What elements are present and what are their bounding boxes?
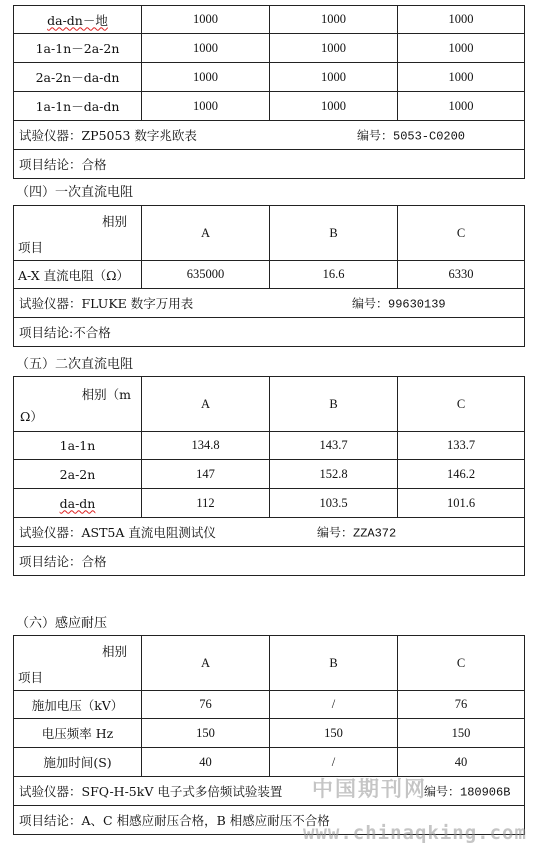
value-a: 1000: [142, 92, 270, 121]
insulation-resistance-table: [13, 5, 525, 179]
diagonal-header-cell: [14, 377, 142, 432]
value-b: 16.6: [270, 261, 398, 289]
row-label: da-dn－地: [14, 6, 142, 34]
table-row: [14, 691, 525, 719]
row-label: da-dn: [14, 489, 142, 518]
instrument-cell: [14, 289, 525, 318]
value-a: 134.8: [142, 432, 270, 460]
value-a: 635000: [142, 261, 270, 289]
table-row: [14, 748, 525, 777]
value-a: 40: [142, 748, 270, 777]
value-c: 1000: [398, 34, 525, 63]
phase-header: 相别: [101, 644, 127, 659]
row-label: 1a-1n: [14, 432, 142, 460]
column-header-a: A: [142, 206, 270, 261]
value-c: 1000: [398, 63, 525, 92]
column-header-b: B: [270, 377, 398, 432]
column-header-c: C: [398, 206, 525, 261]
value-c: 6330: [398, 261, 525, 289]
value-c: 146.2: [398, 460, 525, 489]
value-b: 150: [270, 719, 398, 748]
table-row: [14, 63, 525, 92]
item-header: 项目: [18, 240, 44, 255]
value-a: 76: [142, 691, 270, 719]
value-c: 150: [398, 719, 525, 748]
row-label: 2a-2n: [14, 460, 142, 489]
instrument-row: [14, 121, 525, 150]
row-label: 电压频率 Hz: [14, 719, 142, 748]
value-c: 1000: [398, 6, 525, 34]
column-header-c: C: [398, 636, 525, 691]
value-c: 76: [398, 691, 525, 719]
instrument-cell: [14, 777, 525, 806]
conclusion-text: 项目结论：合格: [14, 150, 525, 179]
conclusion-row: [14, 547, 525, 576]
value-b: 1000: [270, 34, 398, 63]
instrument-text: 试验仪器：AST5A 直流电阻测试仪: [19, 525, 216, 540]
value-b: 103.5: [270, 489, 398, 518]
watermark-url: www.chinaqking.com: [303, 822, 527, 844]
value-a: 1000: [142, 34, 270, 63]
row-label: 2a-2n－da-dn: [14, 63, 142, 92]
diagonal-header-cell: [14, 206, 142, 261]
induced-withstand-voltage-table: [13, 635, 525, 835]
value-b: 143.7: [270, 432, 398, 460]
conclusion-row: [14, 318, 525, 347]
value-a: 147: [142, 460, 270, 489]
column-header-a: A: [142, 636, 270, 691]
serial-number: 编号：180906B: [424, 785, 511, 800]
conclusion-text: 项目结论:不合格: [14, 318, 525, 347]
conclusion-text: 项目结论：合格: [14, 547, 525, 576]
value-c: 101.6: [398, 489, 525, 518]
primary-dc-resistance-table: [13, 205, 525, 347]
row-label: 1a-1n－da-dn: [14, 92, 142, 121]
section-heading: （五）二次直流电阻: [16, 357, 134, 372]
column-header-c: C: [398, 377, 525, 432]
conclusion-row: [14, 150, 525, 179]
value-c: 133.7: [398, 432, 525, 460]
table-row: [14, 92, 525, 121]
value-b: 1000: [270, 6, 398, 34]
value-b: 152.8: [270, 460, 398, 489]
row-label: 1a-1n－2a-2n: [14, 34, 142, 63]
table-row: [14, 460, 525, 489]
row-label: A-X 直流电阻（Ω）: [14, 261, 142, 289]
serial-number: 编号：ZZA372: [317, 526, 397, 541]
column-header-a: A: [142, 377, 270, 432]
value-a: 150: [142, 719, 270, 748]
row-label: 施加时间(S): [14, 748, 142, 777]
value-a: 1000: [142, 63, 270, 92]
instrument-text: 试验仪器：FLUKE 数字万用表: [19, 296, 194, 311]
phase-header: 相别: [101, 214, 127, 229]
table-row: [14, 432, 525, 460]
instrument-row: [14, 518, 525, 547]
value-b: /: [270, 748, 398, 777]
row-label: 施加电压（kV）: [14, 691, 142, 719]
table-row: [14, 34, 525, 63]
instrument-text: 试验仪器：ZP5053 数字兆欧表: [19, 128, 197, 143]
instrument-text: 试验仪器：SFQ-H-5kV 电子式多倍频试验装置: [19, 784, 283, 799]
table-row: [14, 719, 525, 748]
value-a: 1000: [142, 6, 270, 34]
section-heading: （六）感应耐压: [16, 616, 108, 631]
value-b: /: [270, 691, 398, 719]
header-row: [14, 377, 525, 432]
instrument-cell: [14, 518, 525, 547]
section-heading: （四）一次直流电阻: [16, 185, 134, 200]
conclusion-text: 项目结论：A、C 相感应耐压合格，B 相感应耐压不合格: [14, 806, 525, 835]
secondary-dc-resistance-table: [13, 376, 525, 576]
instrument-row: [14, 777, 525, 806]
table-row: [14, 6, 525, 34]
column-header-b: B: [270, 636, 398, 691]
value-b: 1000: [270, 92, 398, 121]
table-row: [14, 261, 525, 289]
header-row: [14, 636, 525, 691]
table-row: [14, 489, 525, 518]
diagonal-header-cell: [14, 636, 142, 691]
column-header-b: B: [270, 206, 398, 261]
value-c: 40: [398, 748, 525, 777]
header-row: [14, 206, 525, 261]
value-b: 1000: [270, 63, 398, 92]
phase-header: 相别（m: [81, 387, 131, 402]
watermark-logo-text: 中国期刊网: [312, 777, 427, 801]
instrument-row: [14, 289, 525, 318]
unit-header: Ω）: [20, 409, 43, 424]
serial-number: 编号：99630139: [352, 297, 446, 312]
item-header: 项目: [18, 670, 44, 685]
instrument-cell: [14, 121, 525, 150]
serial-number: 编号：5053-C0200: [357, 129, 466, 144]
value-a: 112: [142, 489, 270, 518]
value-c: 1000: [398, 92, 525, 121]
